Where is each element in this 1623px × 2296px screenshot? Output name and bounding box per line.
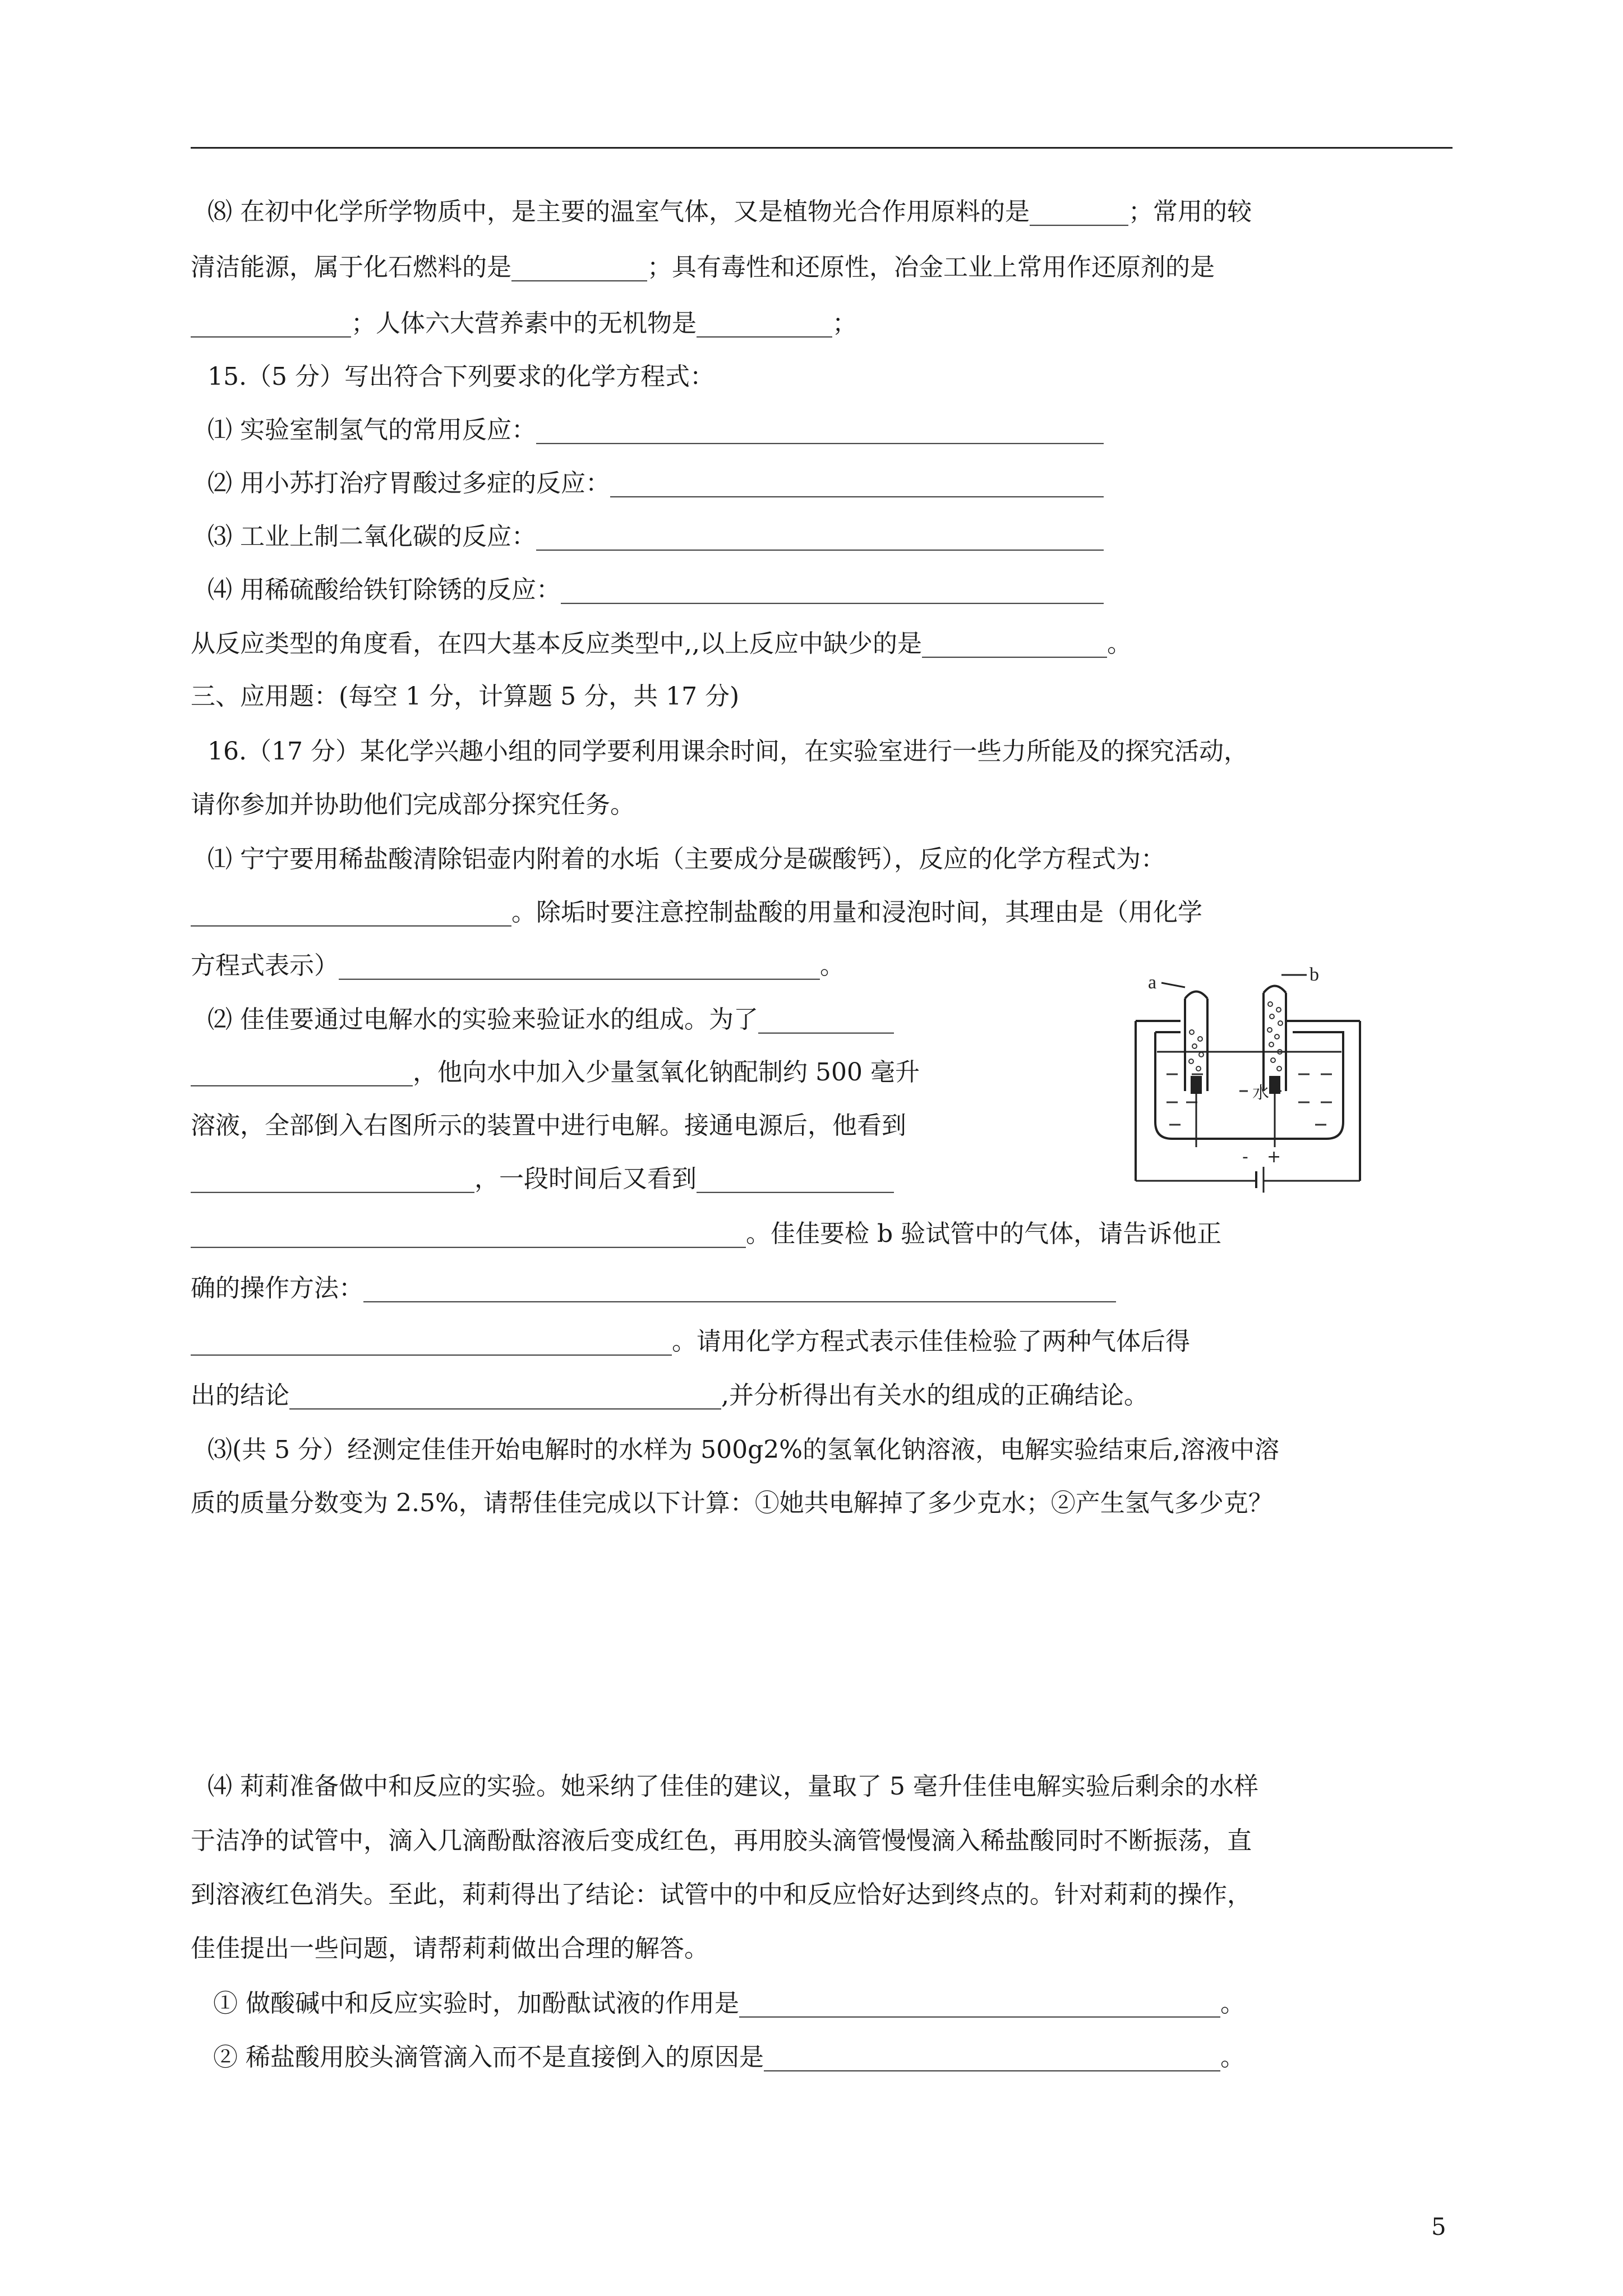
tube-label-a: a — [1148, 972, 1157, 993]
electrolysis-apparatus-figure — [1113, 954, 1405, 1200]
text-line: ⑴ 实验室制氢气的常用反应：______________________________________________ — [208, 416, 1104, 444]
text-line: ⑵ 用小苏打治疗胃酸过多症的反应：________________________________________ — [208, 469, 1104, 498]
text-line: 方程式表示）_______________________________________。 — [191, 951, 845, 980]
text-line: 佳佳提出一些问题，请帮莉莉做出合理的解答。 — [191, 1934, 709, 1963]
text-line: 于洁净的试管中，滴入几滴酚酞溶液后变成红色，再用胶头滴管慢慢滴入稀盐酸同时不断振荡，直 — [191, 1826, 1252, 1855]
text-line: ⑷ 莉莉准备做中和反应的实验。她采纳了佳佳的建议，量取了 5 毫升佳佳电解实验后剩余的水样 — [208, 1772, 1258, 1801]
text-line: ① 做酸碱中和反应实验时，加酚酞试液的作用是_______________________________________。 — [213, 1989, 1245, 2018]
text-line: ⑵ 佳佳要通过电解水的实验来验证水的组成。为了___________ — [208, 1005, 894, 1034]
text-line: __________________________。除垢时要注意控制盐酸的用量和浸泡时间，其理由是（用化学 — [191, 898, 1202, 927]
text-line: ② 稀盐酸用胶头滴管滴入而不是直接倒入的原因是_____________________________________。 — [213, 2043, 1245, 2072]
text-line: 溶液，全部倒入右图所示的装置中进行电解。接通电源后，他看到 — [191, 1111, 906, 1140]
text-line: ⑶ 工业上制二氧化碳的反应：______________________________________________ — [208, 522, 1104, 551]
section-heading: 三、应用题：(每空 1 分，计算题 5 分，共 17 分) — [191, 682, 740, 711]
text-line: _______________________________________。请用化学方程式表示佳佳检验了两种气体后得 — [191, 1327, 1190, 1356]
text-line: 质的质量分数变为 2.5%，请帮佳佳完成以下计算：①她共电解掉了多少克水；②产生氢气多少克？ — [191, 1489, 1273, 1517]
text-line: 出的结论___________________________________,并分析得出有关水的组成的正确结论。 — [191, 1381, 1149, 1410]
battery-plus: + — [1267, 1147, 1281, 1167]
text-line: 清洁能源，属于化石燃料的是___________；具有毒性和还原性，冶金工业上常用作还原剂的是 — [191, 253, 1215, 282]
text-line: _______________________，一段时间后又看到________________ — [191, 1165, 894, 1193]
battery-minus: - — [1242, 1147, 1248, 1167]
text-line: 到溶液红色消失。至此，莉莉得出了结论：试管中的中和反应恰好达到终点的。针对莉莉的操作， — [191, 1880, 1252, 1909]
text-line: ⑻ 在初中化学所学物质中，是主要的温室气体，又是植物光合作用原料的是________；常用的较 — [208, 197, 1252, 226]
header-rule — [191, 147, 1453, 149]
text-line: ⑴ 宁宁要用稀盐酸清除铝壶内附着的水垢（主要成分是碳酸钙），反应的化学方程式为： — [208, 845, 1165, 873]
text-line: 16.（17 分）某化学兴趣小组的同学要利用课余时间，在实验室进行一些力所能及的探究活动， — [208, 737, 1248, 766]
text-line: _____________________________________________。佳佳要检 b 验试管中的气体，请告诉他正 — [191, 1220, 1222, 1248]
text-line: 请你参加并协助他们完成部分探究任务。 — [191, 790, 635, 819]
water-label: 水 — [1252, 1083, 1269, 1103]
tube-label-b: b — [1310, 964, 1319, 985]
text-line: _____________；人体六大营养素中的无机物是___________； — [191, 309, 857, 338]
text-line: 15.（5 分）写出符合下列要求的化学方程式： — [208, 362, 714, 391]
page-number: 5 — [1431, 2213, 1446, 2240]
text-line: 从反应类型的角度看，在四大基本反应类型中,,以上反应中缺少的是_______________。 — [191, 629, 1132, 658]
text-line: __________________，他向水中加入少量氢氧化钠配制约 500 毫升 — [191, 1058, 920, 1087]
text-line: 确的操作方法：_____________________________________________________________ — [191, 1274, 1116, 1303]
text-line: ⑷ 用稀硫酸给铁钉除锈的反应：____________________________________________ — [208, 576, 1104, 604]
text-line: ⑶(共 5 分）经测定佳佳开始电解时的水样为 500g2%的氢氧化钠溶液，电解实验结束后,溶液中溶 — [208, 1435, 1280, 1464]
